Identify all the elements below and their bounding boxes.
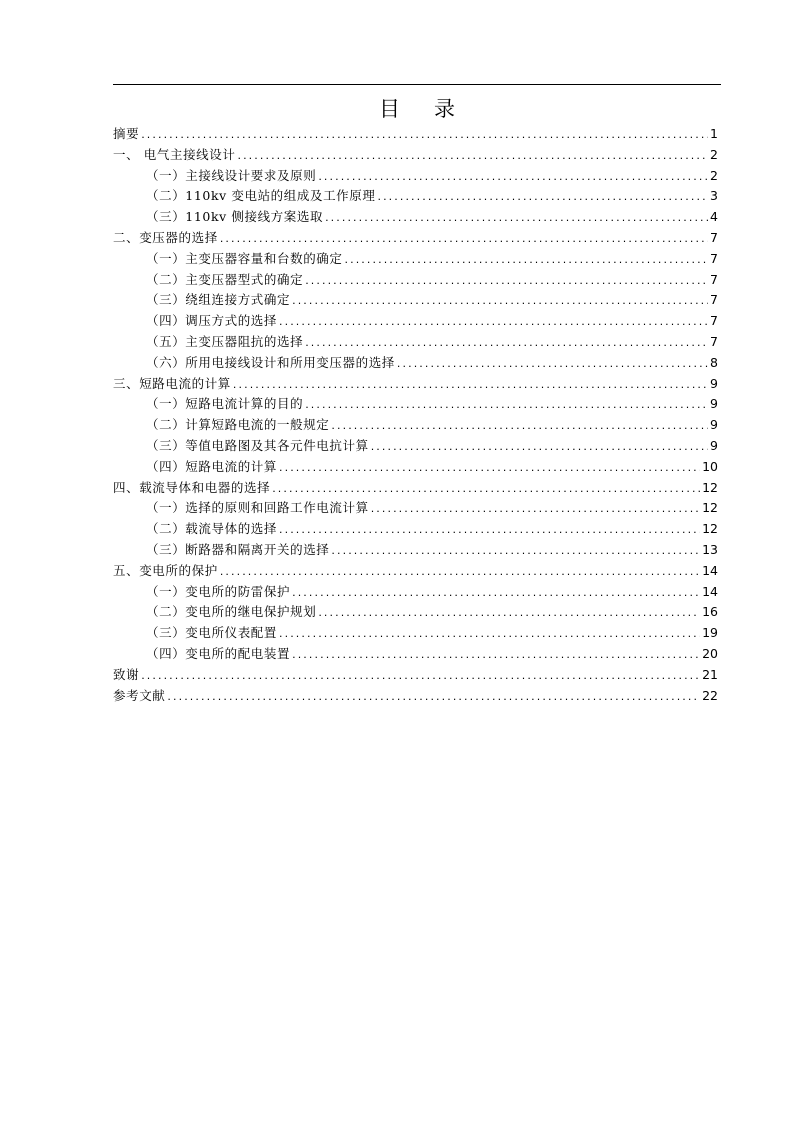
toc-entry[interactable] bbox=[113, 374, 718, 395]
toc-dot-leader bbox=[371, 499, 700, 520]
toc-entry-label: 摘要 bbox=[113, 126, 140, 141]
toc-entry-label: 五、变电所的保护 bbox=[113, 562, 218, 578]
title-char-1: 目 bbox=[379, 97, 400, 121]
toc-dot-leader bbox=[305, 395, 708, 416]
toc-entry-page-number: 7 bbox=[710, 250, 718, 266]
toc-entry[interactable] bbox=[113, 644, 718, 665]
toc-entry-page-number: 16 bbox=[702, 604, 718, 620]
toc-entry[interactable] bbox=[113, 270, 718, 291]
toc-entry-page-number: 10 bbox=[702, 458, 718, 474]
toc-dot-leader bbox=[220, 229, 708, 250]
toc-entry-page-number: 4 bbox=[710, 209, 718, 225]
toc-dot-leader bbox=[233, 375, 708, 396]
toc-entry[interactable] bbox=[113, 145, 718, 166]
toc-entry-label: （一）短路电流计算的目的 bbox=[146, 396, 304, 412]
toc-entry-page-number: 13 bbox=[702, 541, 718, 557]
toc-entry-page-number: 9 bbox=[710, 375, 718, 391]
toc-entry-page-number: 8 bbox=[710, 354, 718, 370]
toc-dot-leader bbox=[279, 312, 708, 333]
page-title bbox=[113, 96, 721, 122]
toc-entry-label: （二）变电所的继电保护规划 bbox=[146, 604, 317, 620]
toc-dot-leader bbox=[397, 354, 708, 375]
toc-entry[interactable] bbox=[113, 166, 718, 187]
toc-entry[interactable] bbox=[113, 478, 718, 499]
table-of-contents bbox=[113, 124, 718, 706]
toc-dot-leader bbox=[331, 541, 700, 562]
toc-entry-label: （四）调压方式的选择 bbox=[146, 313, 278, 329]
toc-dot-leader bbox=[377, 187, 708, 208]
toc-dot-leader bbox=[305, 333, 708, 354]
toc-dot-leader bbox=[325, 208, 708, 229]
toc-dot-leader bbox=[371, 437, 708, 458]
toc-entry-label: （三）断路器和隔离开关的选择 bbox=[146, 541, 330, 557]
toc-entry[interactable] bbox=[113, 623, 718, 644]
toc-dot-leader bbox=[279, 624, 700, 645]
toc-entry[interactable] bbox=[113, 540, 718, 561]
toc-dot-leader bbox=[220, 562, 700, 583]
toc-entry-label: （三）110kv 侧接线方案选取 bbox=[146, 209, 324, 225]
toc-entry[interactable] bbox=[113, 186, 718, 207]
toc-dot-leader bbox=[279, 458, 700, 479]
toc-entry-label: （一）主变压器容量和台数的确定 bbox=[146, 250, 343, 266]
toc-entry-label: （四）变电所的配电装置 bbox=[146, 645, 291, 661]
toc-entry[interactable] bbox=[113, 519, 718, 540]
toc-dot-leader bbox=[318, 603, 700, 624]
toc-entry[interactable] bbox=[113, 415, 718, 436]
toc-entry-label: （二）110kv 变电站的组成及工作原理 bbox=[146, 188, 376, 204]
toc-entry-page-number: 14 bbox=[702, 583, 718, 599]
toc-entry-page-number: 19 bbox=[702, 625, 718, 641]
toc-dot-leader bbox=[141, 125, 708, 146]
toc-entry-label: （一）变电所的防雷保护 bbox=[146, 583, 291, 599]
toc-entry-page-number: 7 bbox=[710, 229, 718, 245]
toc-entry[interactable] bbox=[113, 249, 718, 270]
toc-entry-label: （一）主接线设计要求及原则 bbox=[146, 167, 317, 183]
toc-entry-page-number: 12 bbox=[702, 521, 718, 537]
toc-dot-leader bbox=[279, 520, 700, 541]
toc-entry[interactable] bbox=[113, 561, 718, 582]
toc-dot-leader bbox=[141, 666, 700, 687]
toc-entry[interactable] bbox=[113, 686, 718, 707]
toc-entry-page-number: 22 bbox=[702, 687, 718, 703]
toc-entry[interactable] bbox=[113, 228, 718, 249]
header-rule bbox=[113, 84, 721, 85]
toc-entry[interactable] bbox=[113, 207, 718, 228]
toc-entry-page-number: 7 bbox=[710, 333, 718, 349]
toc-dot-leader bbox=[292, 291, 708, 312]
toc-entry[interactable] bbox=[113, 353, 718, 374]
toc-entry-label: （三）等值电路图及其各元件电抗计算 bbox=[146, 437, 369, 453]
toc-entry-label: （二）计算短路电流的一般规定 bbox=[146, 417, 330, 433]
toc-dot-leader bbox=[345, 250, 709, 271]
toc-entry-label: 致谢 bbox=[113, 666, 140, 682]
toc-entry[interactable] bbox=[113, 311, 718, 332]
toc-entry-label: 四、载流导体和电器的选择 bbox=[113, 479, 271, 495]
title-char-2: 录 bbox=[434, 97, 455, 121]
toc-entry-page-number: 1 bbox=[710, 126, 718, 141]
toc-entry-page-number: 12 bbox=[702, 500, 718, 516]
toc-entry-label: 参考文献 bbox=[113, 687, 166, 703]
toc-entry-page-number: 21 bbox=[702, 666, 718, 682]
toc-entry-page-number: 20 bbox=[702, 645, 718, 661]
toc-entry-label: （二）载流导体的选择 bbox=[146, 521, 278, 537]
toc-entry[interactable] bbox=[113, 394, 718, 415]
toc-entry-page-number: 7 bbox=[710, 271, 718, 287]
toc-entry-label: （一）选择的原则和回路工作电流计算 bbox=[146, 500, 369, 516]
toc-entry-page-number: 9 bbox=[710, 417, 718, 433]
toc-entry[interactable] bbox=[113, 332, 718, 353]
toc-dot-leader bbox=[305, 271, 708, 292]
toc-entry-page-number: 14 bbox=[702, 562, 718, 578]
toc-entry-page-number: 7 bbox=[710, 292, 718, 308]
toc-entry[interactable] bbox=[113, 665, 718, 686]
toc-dot-leader bbox=[331, 416, 708, 437]
toc-entry-page-number: 3 bbox=[710, 188, 718, 204]
toc-dot-leader bbox=[167, 687, 700, 708]
toc-dot-leader bbox=[292, 645, 700, 666]
toc-entry-label: 一、 电气主接线设计 bbox=[113, 146, 236, 162]
toc-entry[interactable] bbox=[113, 436, 718, 457]
toc-entry[interactable] bbox=[113, 290, 718, 311]
toc-entry-label: （四）短路电流的计算 bbox=[146, 458, 278, 474]
toc-entry-label: （三）变电所仪表配置 bbox=[146, 625, 278, 641]
toc-dot-leader bbox=[237, 146, 708, 167]
toc-dot-leader bbox=[272, 479, 700, 500]
toc-entry[interactable] bbox=[113, 457, 718, 478]
toc-entry-label: （六）所用电接线设计和所用变压器的选择 bbox=[146, 354, 395, 370]
toc-entry-page-number: 12 bbox=[702, 479, 718, 495]
toc-entry-label: 三、短路电流的计算 bbox=[113, 375, 231, 391]
toc-entry-page-number: 2 bbox=[710, 167, 718, 183]
toc-entry-page-number: 9 bbox=[710, 396, 718, 412]
toc-entry-label: （三）绕组连接方式确定 bbox=[146, 292, 291, 308]
toc-entry-label: （五）主变压器阻抗的选择 bbox=[146, 333, 304, 349]
toc-dot-leader bbox=[318, 167, 708, 188]
toc-entry[interactable] bbox=[113, 124, 718, 145]
toc-entry-label: 二、变压器的选择 bbox=[113, 229, 218, 245]
toc-entry-label: （二）主变压器型式的确定 bbox=[146, 271, 304, 287]
toc-entry[interactable] bbox=[113, 602, 718, 623]
toc-entry[interactable] bbox=[113, 582, 718, 603]
toc-entry[interactable] bbox=[113, 498, 718, 519]
toc-entry-page-number: 9 bbox=[710, 437, 718, 453]
toc-entry-page-number: 7 bbox=[710, 313, 718, 329]
toc-entry-page-number: 2 bbox=[710, 146, 718, 162]
toc-dot-leader bbox=[292, 583, 700, 604]
